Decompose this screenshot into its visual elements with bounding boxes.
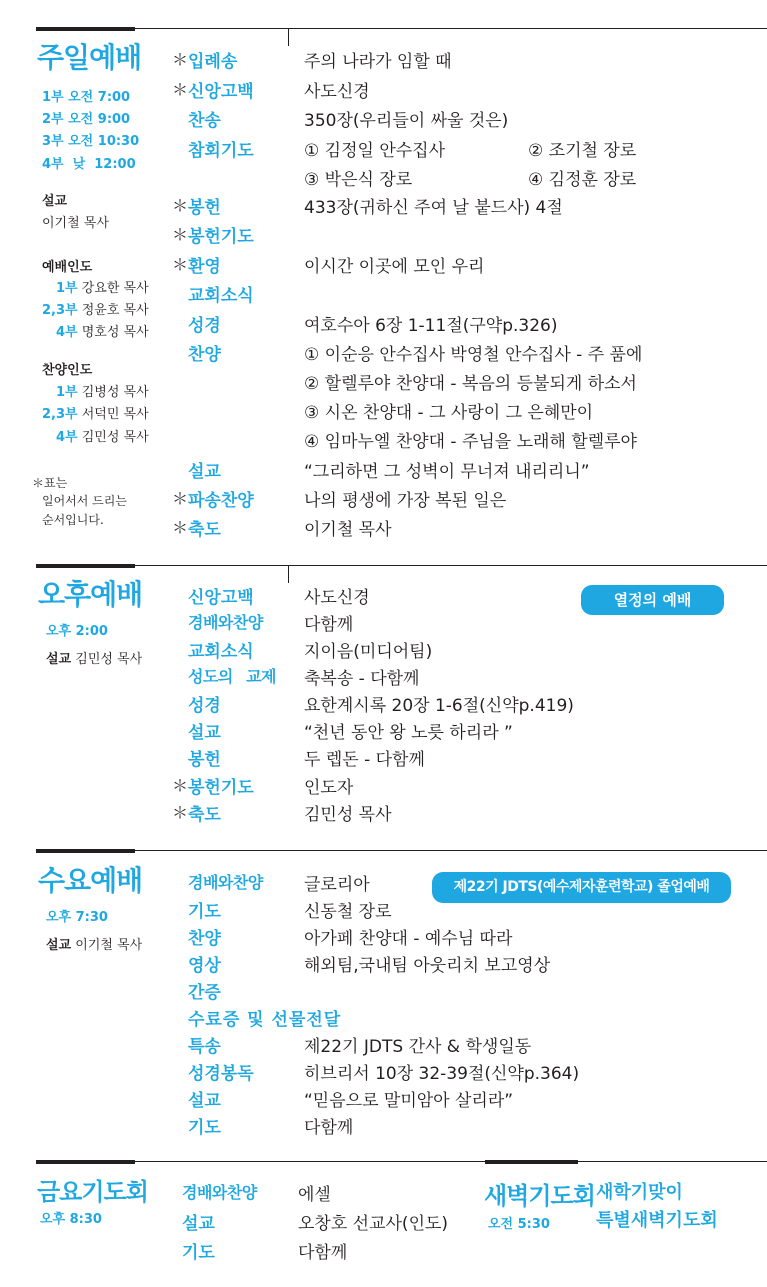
wednesday-divider — [135, 850, 767, 851]
order-label-text: 경배와찬양 — [188, 873, 263, 892]
dawn-subtitle-2: 특별새벽기도회 — [596, 1210, 718, 1231]
sunday-praise-1 — [56, 381, 149, 400]
wednesday-title: 수요예배 — [38, 864, 143, 897]
order-label-text: 설교 — [188, 462, 221, 482]
star-mark: ＊ — [172, 196, 189, 215]
praise-name: 김민성 목사 — [81, 430, 149, 445]
wednesday-sermon-label: 설교 — [46, 938, 72, 953]
order-label — [172, 978, 278, 1003]
order-value: 여호수아 6장 1-11절(구약p.326) — [304, 316, 558, 336]
afternoon-tick — [288, 565, 289, 583]
praise-part: 1부 — [56, 385, 78, 400]
order-label-text: 성경봉독 — [188, 1064, 254, 1084]
order-label — [172, 106, 278, 131]
order-value: 나의 평생에 가장 복된 일은 — [304, 491, 507, 511]
afternoon-sermon — [46, 648, 142, 667]
order-label-text: 찬양 — [188, 345, 221, 365]
standing-note-1: ＊표는 — [32, 476, 68, 490]
order-value: 인도자 — [304, 778, 354, 798]
star-mark: ＊ — [172, 518, 189, 537]
order-value: 사도신경 — [304, 82, 370, 102]
order-value: 이시간 이곳에 모인 우리 — [304, 257, 485, 277]
order-value: 두 렙돈 - 다함께 — [304, 750, 425, 770]
order-label — [172, 1113, 278, 1138]
order-label-text: 수료증 및 선물전달 — [188, 1010, 342, 1030]
wednesday-badge: 제22기 JDTS(예수제자훈련학교) 졸업예배 — [432, 872, 731, 903]
guide-name: 강요한 목사 — [81, 281, 149, 296]
order-label-text: 설교 — [182, 1214, 215, 1234]
afternoon-title: 오후예배 — [38, 578, 143, 611]
order-value: 다함께 — [304, 1118, 354, 1138]
order-value: 축복송 - 다함께 — [304, 669, 420, 689]
order-label — [172, 340, 278, 365]
order-label — [172, 222, 278, 247]
order-label-text: 찬송 — [188, 111, 221, 131]
standing-note-2: 일어서서 드리는 — [42, 494, 127, 508]
order-label-text: 봉헌기도 — [188, 227, 254, 247]
order-label — [172, 951, 278, 976]
afternoon-heading-bar — [36, 564, 135, 568]
order-label — [172, 637, 278, 662]
dawn-time: 오전 5:30 — [488, 1217, 550, 1232]
order-value: “그리하면 그 성벽이 무너져 내리리니” — [304, 462, 590, 482]
order-label — [172, 691, 278, 716]
guide-part: 2,3부 — [42, 303, 78, 318]
sunday-praise-2 — [42, 403, 149, 422]
praise-part: 4부 — [56, 430, 78, 445]
order-value-2: ④ 김정훈 장로 — [528, 170, 637, 190]
order-label-text: 기도 — [188, 1118, 221, 1138]
order-value: 지이음(미디어팀) — [304, 642, 433, 662]
sunday-time-4: 4부 낮 12:00 — [42, 157, 136, 172]
sunday-heading-bar — [36, 27, 135, 31]
order-value: ② 할렐루야 찬양대 - 복음의 등불되게 하소서 — [304, 374, 637, 394]
order-value: 사도신경 — [304, 588, 370, 608]
order-value: 제22기 JDTS 간사 & 학생일동 — [304, 1037, 532, 1057]
order-label-text: 설교 — [188, 1091, 221, 1111]
order-value: 글로리아 — [304, 875, 370, 895]
order-label — [172, 77, 278, 102]
order-value: 433장(귀하신 주여 날 붙드사) 4절 — [304, 198, 563, 218]
star-mark: ＊ — [172, 50, 189, 69]
guide-name: 정윤호 목사 — [81, 303, 149, 318]
sunday-title: 주일예배 — [37, 41, 142, 74]
wednesday-time: 오후 7:30 — [46, 910, 108, 925]
sunday-time-2: 2부 오전 9:00 — [42, 112, 131, 127]
order-label — [172, 515, 278, 540]
dawn-divider — [578, 1161, 767, 1162]
order-label — [172, 311, 278, 336]
afternoon-divider — [135, 565, 767, 566]
order-label-text: 봉헌 — [188, 750, 221, 770]
order-label-text: 교회소식 — [188, 286, 254, 306]
order-value: 해외팀,국내팀 아웃리치 보고영상 — [304, 956, 551, 976]
order-label-text: 특송 — [188, 1037, 221, 1057]
wednesday-sermon — [46, 934, 142, 953]
order-label-text: 성경 — [188, 316, 221, 336]
praise-name: 서덕민 목사 — [81, 407, 149, 422]
guide-name: 명호성 목사 — [81, 325, 149, 340]
star-mark: ＊ — [172, 803, 189, 822]
order-label — [172, 870, 278, 893]
star-mark: ＊ — [172, 489, 189, 508]
afternoon-badge: 열정의 예배 — [581, 585, 724, 615]
order-label-text: 신앙고백 — [188, 82, 254, 102]
order-label — [172, 1086, 278, 1111]
dawn-heading-bar — [485, 1160, 578, 1164]
order-value: ① 김정일 안수집사 — [304, 141, 446, 161]
order-label — [182, 1209, 278, 1234]
order-label-text: 교회소식 — [188, 642, 254, 662]
order-label — [172, 745, 278, 770]
order-value: “천년 동안 왕 노릇 하리라 ” — [304, 723, 513, 743]
sunday-praise-3 — [56, 426, 149, 445]
order-value: 350장(우리들이 싸울 것은) — [304, 111, 509, 131]
order-label-text: 참회기도 — [188, 141, 254, 161]
friday-title: 금요기도회 — [37, 1178, 148, 1206]
wednesday-sermon-value: 이기철 목사 — [75, 938, 143, 953]
dawn-subtitle-1: 새학기맞이 — [596, 1182, 683, 1203]
standing-note-3: 순서입니다. — [42, 513, 104, 527]
wednesday-heading-bar — [36, 849, 135, 853]
order-value: 이기철 목사 — [304, 520, 392, 540]
afternoon-time: 오후 2:00 — [46, 624, 108, 639]
order-value: “믿음으로 말미암아 살리라” — [304, 1091, 514, 1111]
sunday-sermon-label: 설교 — [42, 194, 68, 209]
order-label — [172, 610, 278, 633]
order-value: 다함께 — [298, 1243, 348, 1263]
order-label — [182, 1238, 278, 1263]
order-label — [172, 136, 278, 161]
order-label-text: 성경 — [188, 696, 221, 716]
order-label — [172, 1005, 372, 1030]
order-label — [172, 1032, 278, 1057]
order-label — [172, 773, 278, 798]
sunday-time-3: 3부 오전 10:30 — [42, 134, 140, 149]
order-label-text: 입례송 — [188, 52, 238, 72]
order-value: 다함께 — [304, 615, 354, 635]
sunday-guide-1 — [56, 277, 149, 296]
order-label-text: 봉헌 — [188, 198, 221, 218]
order-value-2: ② 조기철 장로 — [528, 141, 637, 161]
order-value: ③ 시온 찬양대 - 그 사랑이 그 은혜만이 — [304, 403, 594, 423]
order-label-text: 봉헌기도 — [188, 778, 254, 798]
order-value: ③ 박은식 장로 — [304, 170, 413, 190]
order-label-text: 간증 — [188, 983, 221, 1003]
order-label-text: 경배와찬양 — [182, 1183, 257, 1202]
sunday-time-1: 1부 오전 7:00 — [42, 90, 131, 105]
order-label — [172, 897, 278, 922]
order-label — [172, 457, 278, 482]
sunday-praise-label: 찬양인도 — [42, 363, 93, 378]
order-label-text: 찬양 — [188, 929, 221, 949]
friday-heading-bar — [36, 1160, 135, 1164]
order-label — [172, 583, 278, 608]
praise-part: 2,3부 — [42, 407, 78, 422]
star-mark: ＊ — [172, 255, 189, 274]
sunday-guide-2 — [42, 299, 149, 318]
order-label — [172, 800, 278, 825]
sunday-guide-3 — [56, 321, 149, 340]
order-label — [172, 252, 278, 277]
sunday-sermon-value: 이기철 목사 — [42, 216, 109, 231]
guide-part: 4부 — [56, 325, 78, 340]
order-label-text: 설교 — [188, 723, 221, 743]
order-label-text: 축도 — [188, 805, 221, 825]
star-mark: ＊ — [172, 776, 189, 795]
order-value: 요한계시록 20장 1-6절(신약p.419) — [304, 696, 574, 716]
order-label-text: 축도 — [188, 520, 221, 540]
order-label — [172, 281, 278, 306]
order-label-text: 기도 — [188, 902, 221, 922]
order-label — [172, 664, 278, 687]
order-value: 주의 나라가 임할 때 — [304, 52, 452, 72]
order-value: 신동철 장로 — [304, 902, 392, 922]
order-label — [172, 718, 278, 743]
guide-part: 1부 — [56, 281, 78, 296]
dawn-title: 새벽기도회 — [484, 1182, 595, 1210]
order-label-text: 파송찬양 — [188, 491, 254, 511]
order-value: 아가페 찬양대 - 예수님 따라 — [304, 929, 513, 949]
order-label — [172, 924, 278, 949]
order-label — [172, 486, 278, 511]
order-label — [182, 1180, 278, 1203]
star-mark: ＊ — [172, 225, 189, 244]
order-label-text: 경배와찬양 — [188, 613, 263, 632]
sunday-tick — [288, 28, 289, 46]
order-label-text: 기도 — [182, 1243, 215, 1263]
afternoon-sermon-label: 설교 — [46, 652, 72, 667]
order-label-text: 신앙고백 — [188, 588, 254, 608]
friday-time: 오후 8:30 — [40, 1212, 102, 1227]
praise-name: 김병성 목사 — [81, 385, 149, 400]
order-value: ① 이순응 안수집사 박영철 안수집사 - 주 품에 — [304, 345, 643, 365]
order-value: 김민성 목사 — [304, 805, 392, 825]
order-label-text: 영상 — [188, 956, 221, 976]
order-value: 에셀 — [298, 1185, 331, 1205]
order-label-text: 성도의 교제 — [188, 667, 276, 686]
order-label-text: 환영 — [188, 257, 221, 277]
sunday-guide-label: 예배인도 — [42, 260, 93, 275]
order-label — [172, 193, 278, 218]
sunday-divider — [135, 28, 767, 29]
order-value: 히브리서 10장 32-39절(신약p.364) — [304, 1064, 580, 1084]
order-label — [172, 47, 278, 72]
friday-divider — [135, 1161, 485, 1162]
order-value: 오창호 선교사(인도) — [298, 1214, 449, 1234]
star-mark: ＊ — [172, 80, 189, 99]
order-label — [172, 1059, 278, 1084]
order-value: ④ 임마누엘 찬양대 - 주님을 노래해 할렐루야 — [304, 432, 637, 452]
afternoon-sermon-value: 김민성 목사 — [75, 652, 143, 667]
